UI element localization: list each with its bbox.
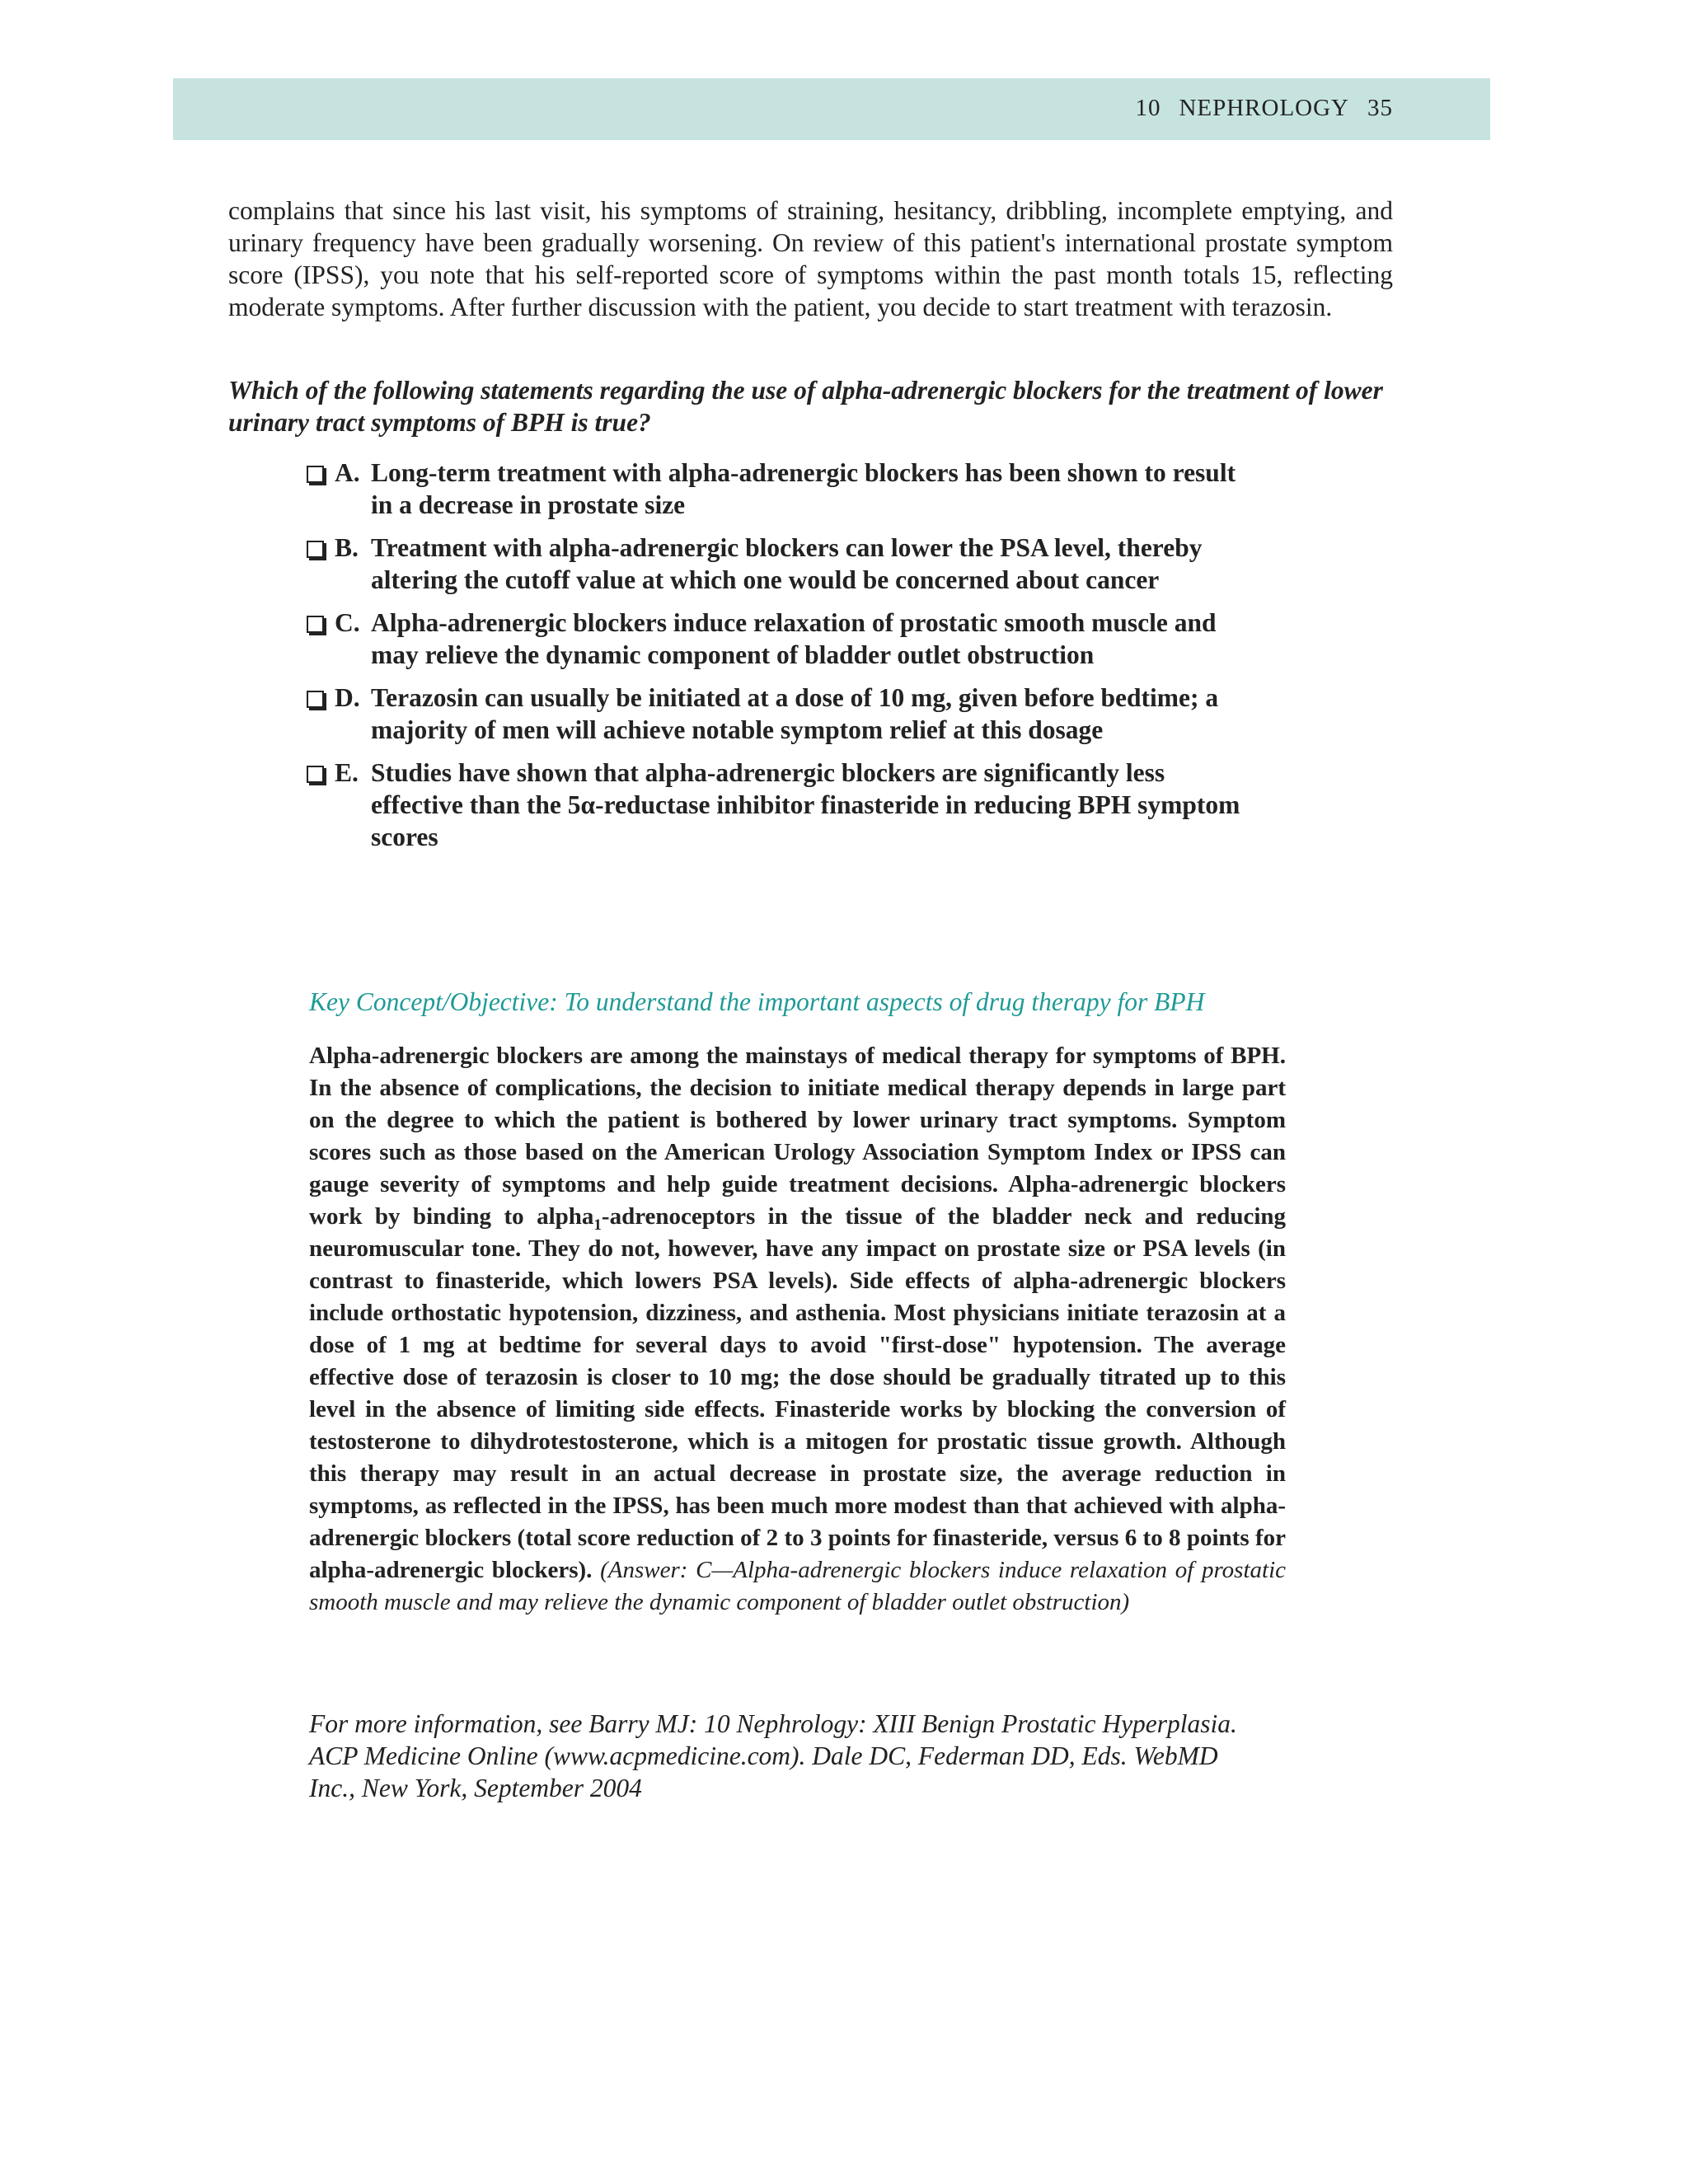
explanation-text-part1: Alpha-adrenergic blockers are among the mainstays of medical therapy for symptoms of BPH. In the absence of complications, the decision to initiate medical therapy depends in large part on the degree to which the patient is bothered by lower urinary tract symptoms. Symptom scores such as those based on the American Urology Association Symptom Index or IPSS can gauge severity of symptoms and help guide treatment decisions. Alpha-adrenergic blockers work by binding to alpha [309, 1043, 1286, 1230]
answer-options [307, 457, 1254, 864]
option-e[interactable] [307, 757, 1254, 853]
option-text: Treatment with alpha-adrenergic blockers can lower the PSA level, thereby altering the cutoff value at which one would be concerned about cancer [371, 533, 1203, 594]
chapter-number: 10 [1135, 95, 1161, 121]
question-stem: Which of the following statements regarding the use of alpha-adrenergic blockers for the treatment of lower urinary tract symptoms of BPH is true? [228, 376, 1383, 437]
explanation-subscript: 1 [593, 1216, 602, 1234]
option-d[interactable] [307, 682, 1254, 746]
option-letter: A. [335, 458, 360, 487]
reference-line-2: ACP Medicine Online (www.acpmedicine.com). Dale DC, Federman DD, Eds. WebMD [309, 1741, 1218, 1770]
checkbox-icon[interactable] [307, 541, 324, 558]
reference-line-3: Inc., New York, September 2004 [309, 1774, 642, 1802]
answer-statement: (Answer: C—Alpha-adrenergic blockers induce relaxation of prostatic smooth muscle and may relieve the dynamic component of bladder outlet obstruction) [309, 1557, 1287, 1615]
option-text: Alpha-adrenergic blockers induce relaxation of prostatic smooth muscle and may relieve the dynamic component of bladder outlet obstruction [371, 608, 1217, 669]
explanation-text-part2: -adrenoceptors in the tissue of the bladder neck and reducing neuromuscular tone. They do not, however, have any impact on prostate size or PSA levels (in contrast to finasteride, which lowers PSA levels). Side effects of alpha-adrenergic blockers include orthostatic hypotension, dizziness, and asthenia. Most physicians initiate terazosin at a dose of 1 mg at bedtime for several days to avoid "first-dose" hypotension. The average effective dose of terazosin is closer to 10 mg; the dose should be gradually titrated up to this level in the absence of limiting side effects. Finasteride works by blocking the conversion of testosterone to dihydrotestosterone, which is a mitogen for prostatic tissue growth. Although this therapy may result in an actual decrease in prostate size, the average reduction in symptoms, as reflected in the IPSS, has been much more modest than that achieved with alpha-adrenergic blockers (total score reduction of 2 to 3 points for finasteride, versus 6 to 8 points for alpha-adrenergic blockers). [309, 1203, 1287, 1583]
reference-line-1: For more information, see Barry MJ: 10 Nephrology: XIII Benign Prostatic Hyperplasia. [309, 1709, 1237, 1738]
page-number: 35 [1367, 95, 1393, 121]
option-text: Long-term treatment with alpha-adrenergic blockers has been shown to result in a decrease in prostate size [371, 458, 1236, 519]
option-a[interactable] [307, 457, 1254, 521]
checkbox-icon[interactable] [307, 691, 324, 708]
checkbox-icon[interactable] [307, 466, 324, 483]
option-letter: C. [335, 608, 360, 637]
option-c[interactable] [307, 607, 1254, 671]
option-b[interactable] [307, 532, 1254, 596]
option-letter: B. [335, 533, 359, 562]
key-concept-heading: Key Concept/Objective: To understand the important aspects of drug therapy for BPH [309, 987, 1205, 1016]
option-letter: E. [335, 758, 359, 787]
running-header [173, 78, 1490, 140]
option-text: Terazosin can usually be initiated at a dose of 10 mg, given before bedtime; a majority of men will achieve notable symptom relief at this dosage [371, 683, 1219, 744]
option-letter: D. [335, 683, 360, 712]
checkbox-icon[interactable] [307, 616, 324, 633]
reference-citation [309, 1708, 1298, 1804]
case-intro-paragraph: complains that since his last visit, his symptoms of straining, hesitancy, dribbling, incomplete emptying, and urinary frequency have been gradually worsening. On review of this patient's international prostate symptom score (IPSS), you note that his self-reported score of symptoms within the past month totals 15, reflecting moderate symptoms. After further discussion with the patient, you decide to start treatment with terazosin. [228, 196, 1393, 321]
chapter-title: NEPHROLOGY [1179, 95, 1349, 121]
checkbox-icon[interactable] [307, 766, 324, 783]
option-text: Studies have shown that alpha-adrenergic blockers are significantly less effective than the 5α-reductase inhibitor finasteride in reducing BPH symptom scores [371, 758, 1240, 851]
explanation-paragraph [309, 1040, 1286, 1619]
running-header-text [1117, 95, 1393, 122]
